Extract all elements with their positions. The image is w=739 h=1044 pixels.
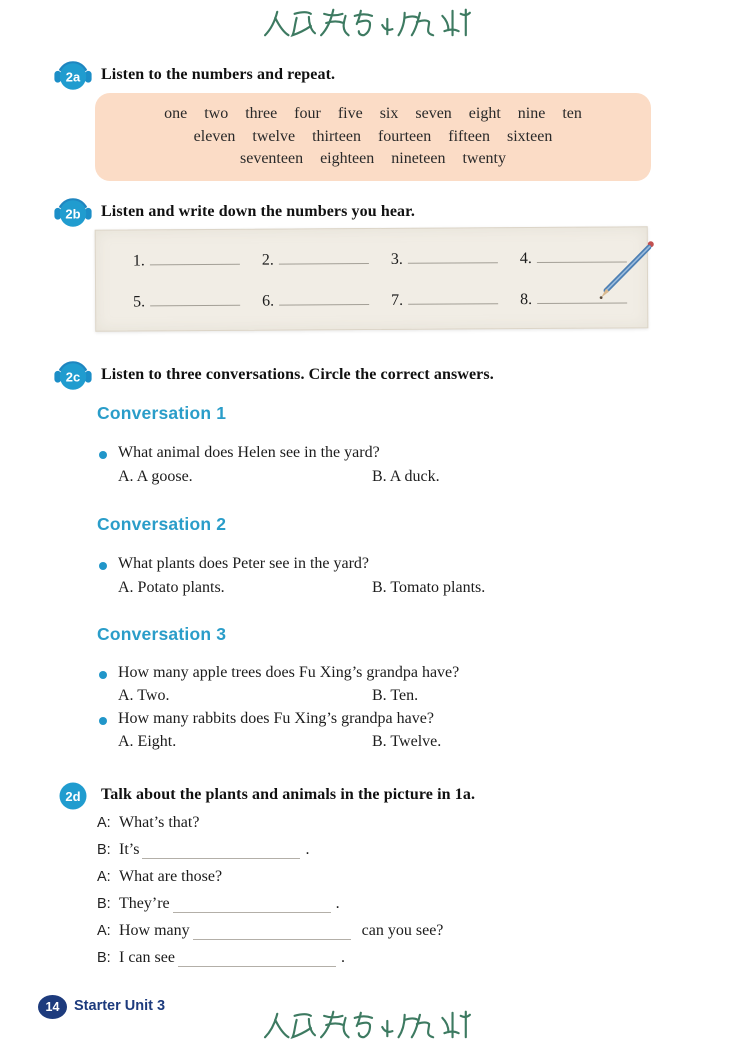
conversation-2-heading: Conversation 2 — [97, 514, 227, 534]
write-blank-5 — [150, 291, 240, 307]
question-text: What plants does Peter see in the yard? — [118, 555, 370, 572]
answer-option-b: B. Ten. — [372, 687, 419, 704]
numbers-word-box — [95, 93, 651, 181]
conv3-question-2 — [99, 710, 434, 728]
question-text: What animal does Helen see in the yard? — [118, 444, 380, 461]
write-blank-3 — [408, 248, 498, 264]
dialogue-text-after: . — [340, 949, 345, 966]
question-text: How many apple trees does Fu Xing’s grandpa have? — [118, 664, 460, 681]
dialogue-text: What are those? — [119, 868, 223, 885]
blank-number: 6. — [262, 292, 275, 310]
answer-option-a: A. Potato plants. — [118, 579, 225, 596]
fill-blank — [173, 898, 331, 913]
dialogue-text-after: . — [305, 841, 310, 858]
bullet-icon — [99, 562, 107, 570]
dialogue-text-after: . — [335, 895, 340, 912]
section-2a-header — [53, 56, 335, 93]
write-blank-1 — [150, 250, 240, 266]
conv2-answers — [118, 579, 485, 597]
dialogue-line-1 — [97, 814, 199, 832]
fill-blank — [142, 844, 300, 859]
conversation-1-heading: Conversation 1 — [97, 403, 227, 423]
blank-number: 4. — [519, 250, 532, 268]
blank-item-2 — [262, 249, 391, 270]
speaker-label: A: — [97, 815, 111, 831]
speaker-label: A: — [97, 869, 111, 885]
unit-label: Starter Unit 3 — [74, 998, 166, 1014]
conv1-answers — [118, 468, 440, 486]
badge-label: 2c — [65, 369, 81, 385]
conv1-question — [99, 444, 380, 462]
speaker-label: B: — [97, 950, 111, 966]
dialogue-line-3 — [97, 868, 222, 886]
badge-label: 2a — [65, 69, 81, 85]
fill-blank — [193, 925, 351, 940]
answer-paper — [95, 226, 649, 331]
dialogue-text-after: can you see? — [361, 922, 444, 939]
conv3-answers-2 — [118, 733, 441, 751]
fill-blank — [178, 952, 336, 967]
dialogue-text: How many — [119, 922, 190, 939]
bullet-icon — [99, 451, 107, 459]
answer-option-b: B. Twelve. — [372, 733, 442, 750]
blank-number: 7. — [391, 291, 404, 309]
conversation-3-heading: Conversation 3 — [97, 624, 227, 644]
answer-option-b: B. A duck. — [372, 468, 440, 485]
numbers-line-3: seventeen eighteen nineteen twenty — [239, 150, 506, 167]
section-2b-title: Listen and write down the numbers you hear. — [101, 202, 415, 220]
conv3-question-1 — [99, 664, 459, 682]
conv3-answers-1 — [118, 687, 418, 705]
page-number-badge: 14 — [38, 995, 67, 1019]
write-blank-6 — [279, 290, 369, 306]
speaker-label: B: — [97, 842, 111, 858]
answer-option-a: A. Eight. — [118, 733, 177, 750]
dialogue-text: They’re — [119, 895, 170, 912]
blank-number: 1. — [132, 252, 145, 270]
blank-item-6 — [262, 290, 391, 311]
answer-option-a: A. A goose. — [118, 468, 193, 485]
dialogue-line-2 — [97, 841, 309, 859]
dialogue-line-6 — [97, 949, 345, 967]
headphones-badge-2b-icon — [53, 193, 93, 230]
circle-badge-2d-icon — [53, 776, 93, 813]
badge-label: 2d — [65, 789, 81, 804]
speaker-label: A: — [97, 923, 111, 939]
question-text: How many rabbits does Fu Xing’s grandpa have? — [118, 710, 434, 727]
dialogue-line-5 — [97, 922, 443, 940]
section-2d-header — [53, 776, 475, 813]
conv2-question — [99, 555, 369, 573]
blank-item-7 — [391, 289, 520, 310]
blank-number: 2. — [261, 251, 274, 269]
write-blank-7 — [408, 289, 498, 305]
answer-option-b: B. Tomato plants. — [372, 579, 486, 596]
publisher-logo-icon — [263, 6, 477, 40]
blank-number: 5. — [133, 293, 146, 311]
numbers-line-1: one two three four five six seven eight nine ten — [164, 105, 582, 122]
answer-option-a: A. Two. — [118, 687, 170, 704]
headphones-badge-2a-icon — [53, 56, 93, 93]
publisher-logo-icon — [263, 1008, 477, 1042]
section-2b-header — [53, 193, 415, 230]
headphones-badge-2c-icon — [53, 356, 93, 393]
section-2c-title: Listen to three conversations. Circle the correct answers. — [101, 365, 494, 383]
speaker-label: B: — [97, 896, 111, 912]
write-blank-2 — [279, 249, 369, 265]
answer-blanks-grid — [96, 227, 647, 311]
section-2c-header — [53, 356, 494, 393]
blank-item-1 — [133, 250, 262, 271]
badge-label: 2b — [65, 206, 81, 222]
pencil-icon — [588, 237, 664, 319]
blank-item-5 — [133, 291, 262, 312]
bullet-icon — [99, 717, 107, 725]
section-2a-title: Listen to the numbers and repeat. — [101, 65, 336, 83]
blank-item-3 — [391, 248, 520, 269]
dialogue-text: I can see — [119, 949, 175, 966]
dialogue-text: It’s — [119, 841, 140, 858]
blank-number: 3. — [390, 250, 403, 268]
blank-number: 8. — [520, 291, 533, 309]
dialogue-text: What’s that? — [119, 814, 200, 831]
section-2d-title: Talk about the plants and animals in the picture in 1a. — [101, 785, 476, 803]
bullet-icon — [99, 671, 107, 679]
numbers-line-2: eleven twelve thirteen fourteen fifteen sixteen — [193, 127, 553, 145]
dialogue-line-4 — [97, 895, 340, 913]
